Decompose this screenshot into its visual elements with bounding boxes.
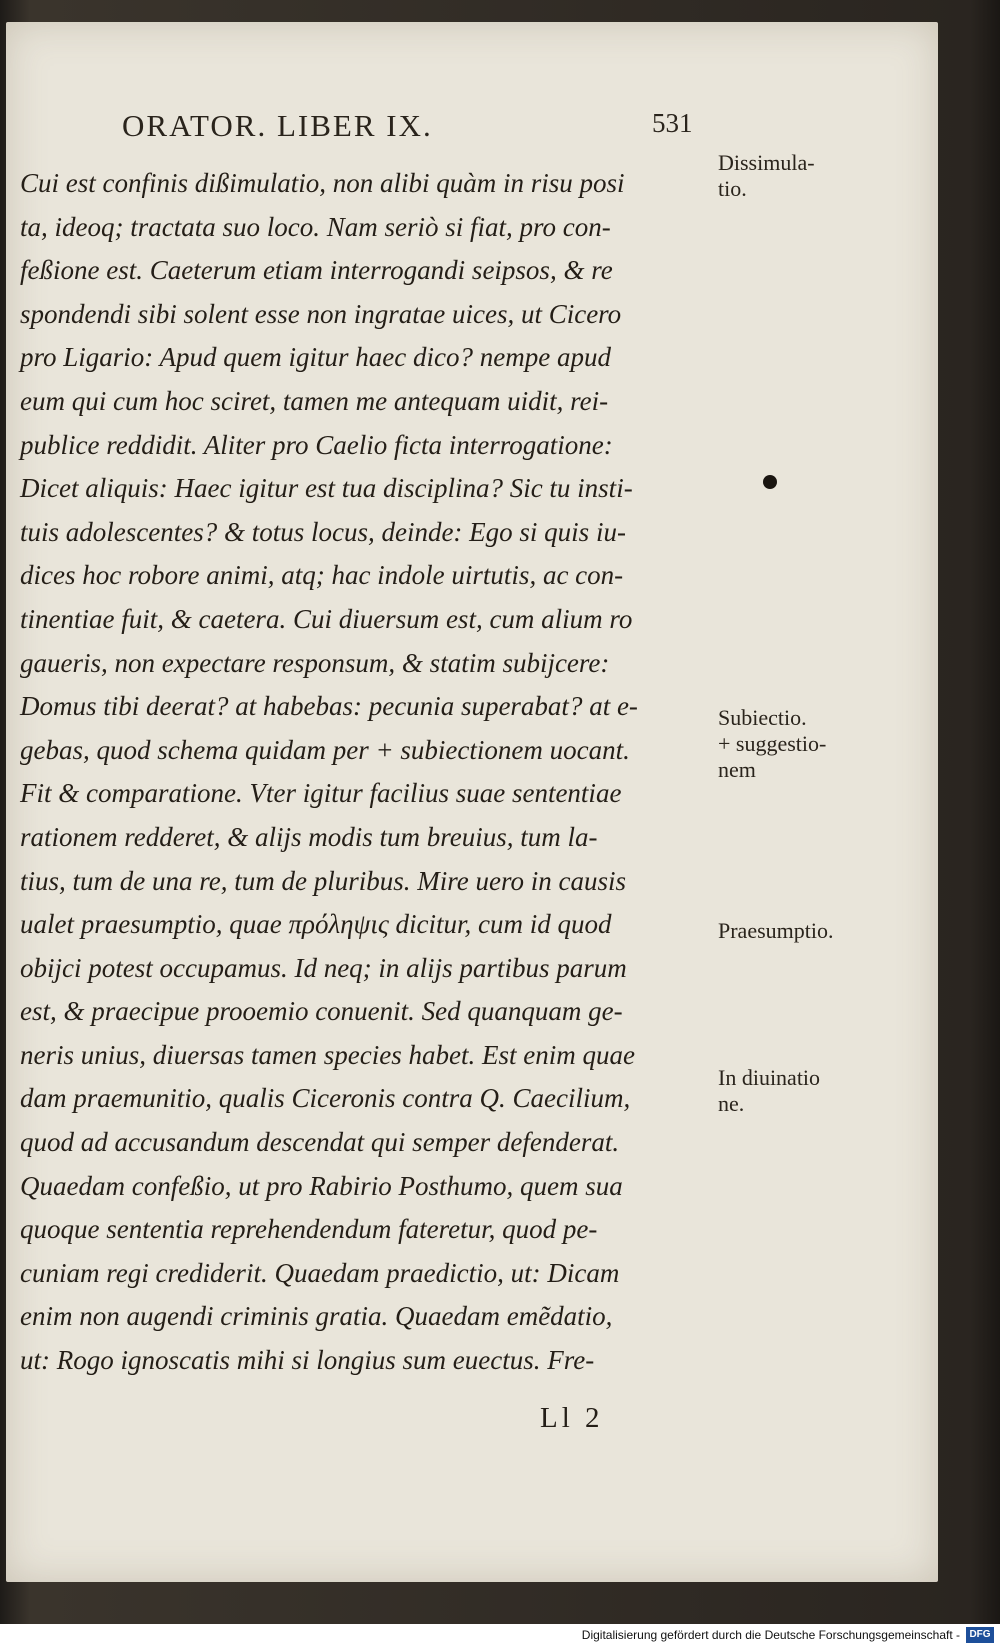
text-line: Domus tibi deerat? at habebas: pecunia superabat? at e-	[20, 691, 638, 722]
text-line: tius, tum de una re, tum de pluribus. Mire uero in causis	[20, 865, 626, 896]
margin-note-line: In diuinatio	[718, 1065, 821, 1090]
dfg-logo: DFG	[966, 1627, 994, 1643]
text-line: tuis adolescentes? & totus locus, deinde: Ego si quis iu-	[20, 516, 626, 547]
text-line: ta, ideoq; tractata suo loco. Nam seriò si fiat, pro con-	[20, 211, 611, 242]
ink-dot	[763, 475, 777, 489]
text-line: quoque sententia reprehendendum fateretur, quod pe-	[20, 1214, 598, 1245]
text-line: Cui est confinis dißimulatio, non alibi quàm in risu posi	[20, 168, 625, 198]
text-line: dices hoc robore animi, atq; hac indole uirtutis, ac con-	[20, 560, 624, 591]
margin-note-line: + suggestio-	[718, 731, 827, 756]
text-line: cuniam regi crediderit. Quaedam praedictio, ut: Dicam	[20, 1257, 620, 1288]
text-line: Dicet aliquis: Haec igitur est tua disciplina? Sic tu insti-	[20, 473, 633, 504]
page-number: 531	[652, 108, 693, 138]
text-line: rationem redderet, & alijs modis tum breuius, tum la-	[20, 821, 598, 852]
signature-mark: Ll 2	[540, 1402, 604, 1434]
margin-note-indiuinatione	[718, 1065, 928, 1117]
margin-note-subiectio	[718, 705, 928, 783]
text-line: enim non augendi criminis gratia. Quaedam emẽdatio,	[20, 1301, 613, 1332]
text-line: est, & praecipue prooemio conuenit. Sed quanquam ge-	[20, 996, 623, 1027]
text-line: pro Ligario: Apud quem igitur haec dico? nempe apud	[20, 342, 611, 373]
margin-note-line: Dissimula-	[718, 150, 815, 175]
text-line: neris unius, diuersas tamen species habet. Est enim quae	[20, 1039, 635, 1070]
text-line: gaueris, non expectare responsum, & statim subijcere:	[20, 647, 610, 678]
margin-note-line: Praesumptio.	[718, 918, 834, 943]
margin-note-line: tio.	[718, 176, 747, 201]
margin-note-praesumptio	[718, 918, 928, 944]
body-text	[20, 162, 720, 1383]
text-line: quod ad accusandum descendat qui semper defenderat.	[20, 1127, 620, 1158]
text-line: tinentiae fuit, & caetera. Cui diuersum est, cum alium ro	[20, 603, 633, 634]
running-head: ORATOR. LIBER IX.	[122, 108, 433, 143]
text-line: ualet praesumptio, quae πρόληψις dicitur, cum id quod	[20, 909, 612, 940]
funding-credit: Digitalisierung gefördert durch die Deutsche Forschungsgemeinschaft -	[581, 1628, 960, 1642]
text-line: ut: Rogo ignoscatis mihi si longius sum euectus. Fre-	[20, 1345, 595, 1376]
text-line: Quaedam confeßio, ut pro Rabirio Posthumo, quem sua	[20, 1170, 623, 1201]
text-line: spondendi sibi solent esse non ingratae uices, ut Cicero	[20, 298, 622, 329]
margin-note-line: Subiectio.	[718, 705, 807, 730]
text-line: eum qui cum hoc sciret, tamen me antequam uidit, rei-	[20, 385, 609, 416]
text-line: publice reddidit. Aliter pro Caelio ficta interrogatione:	[20, 429, 613, 460]
text-line: dam praemunitio, qualis Ciceronis contra Q. Caecilium,	[20, 1083, 631, 1114]
text-line: gebas, quod schema quidam per + subiectionem uocant.	[20, 734, 630, 765]
text-line: obijci potest occupamus. Id neq; in alijs partibus parum	[20, 952, 627, 983]
margin-note-line: nem	[718, 757, 756, 782]
footer-bar	[0, 1624, 1000, 1647]
margin-note-line: ne.	[718, 1091, 745, 1116]
text-line: Fit & comparatione. Vter igitur facilius suae sententiae	[20, 778, 622, 809]
text-line: feßione est. Caeterum etiam interrogandi seipsos, & re	[20, 255, 613, 286]
margin-note-dissimulatio	[718, 150, 928, 202]
